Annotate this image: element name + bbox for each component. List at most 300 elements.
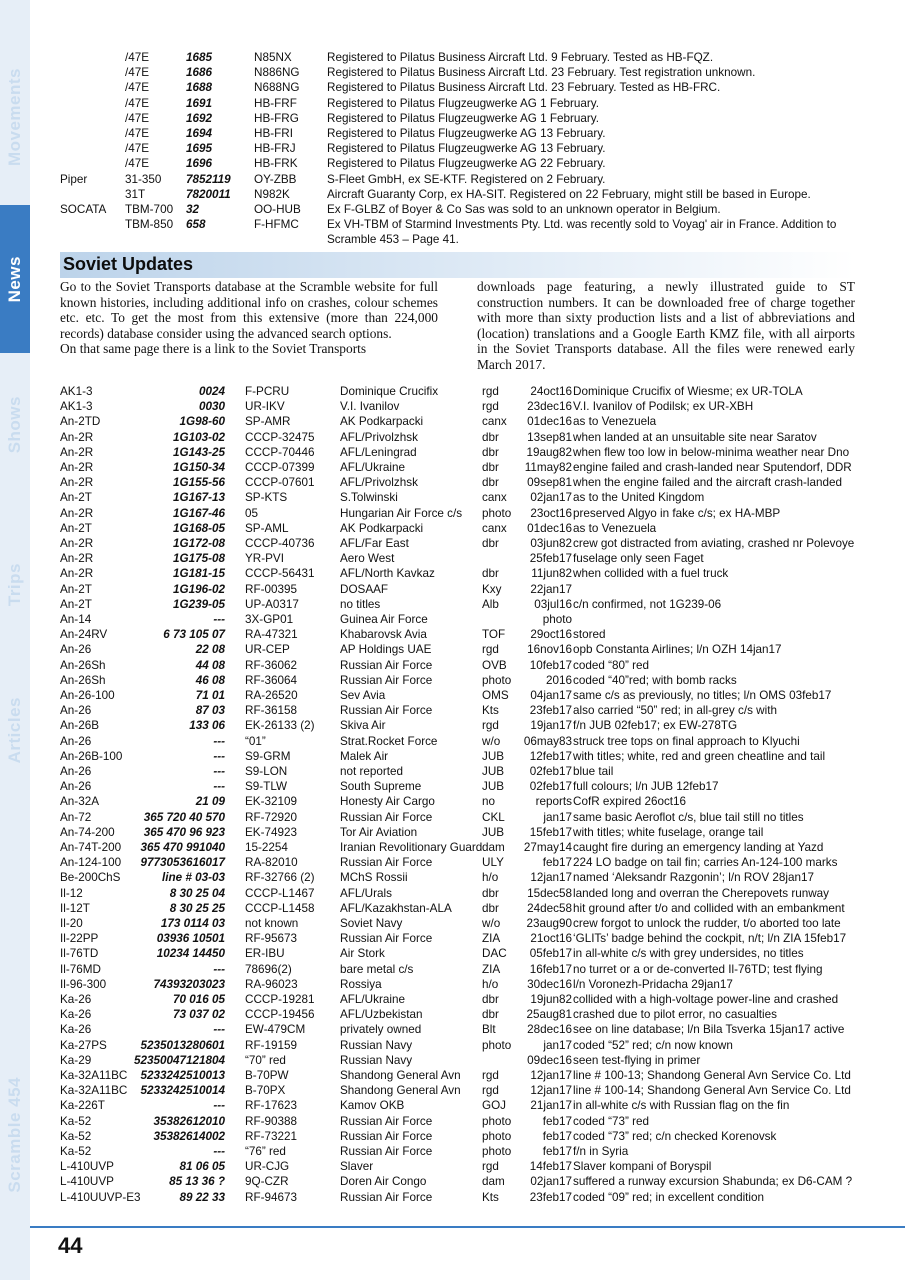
table-cell: 74393203023 [153,977,225,991]
table-cell: 19jan17 [530,719,572,733]
footer-divider [30,1226,905,1228]
table-cell: 30dec16 [527,977,572,991]
table-cell: dam [482,1175,505,1189]
table-cell: Shandong General Avn [340,1084,461,1098]
table-cell: Russian Air Force [340,1129,433,1143]
section-sidebar [0,0,30,1280]
table-cell: Piper [60,172,88,186]
table-cell: 35382614002 [153,1129,225,1143]
table-cell: CCCP-07601 [245,476,315,490]
table-cell: An-2R [60,445,94,459]
table-cell: coded “52” red; c/n now known [573,1038,733,1052]
table-cell: Registered to Pilatus Business Aircraft Ltd. 23 February. Test registration unknown. [327,66,756,80]
table-cell: 1G196-02 [173,582,225,596]
table-cell: seen test-flying in primer [573,1053,701,1067]
table-cell: JUB [482,749,505,763]
table-cell: An-74-200 [60,825,115,839]
table-cell: same basic Aeroflot c/s, blue tail still no titles [573,810,804,824]
table-cell: 7820011 [186,187,231,201]
table-cell: GOJ [482,1099,507,1113]
table-cell: EK-26133 (2) [245,719,315,733]
sidebar-tab-trips[interactable] [0,520,30,650]
table-cell: Be-200ChS [60,871,121,885]
table-cell: 11may82 [524,461,572,474]
table-cell: Russian Air Force [340,932,433,946]
table-cell: engine failed and crash-landed near Sputendorf, DDR [573,461,852,474]
table-cell: CCCP-70446 [245,445,315,459]
table-cell: 0030 [198,400,225,414]
table-cell: 9Q-CZR [245,1175,289,1189]
table-cell: RF-19159 [245,1038,297,1052]
table-cell: RA-47321 [245,628,298,642]
table-cell: OO-HUB [254,203,301,216]
table-cell: Slaver [340,1160,374,1174]
table-cell: “70” red [245,1053,286,1067]
table-cell: RF-32766 (2) [245,871,315,885]
table-cell: RF-00395 [245,582,297,596]
table-cell: Il-76MD [60,962,101,976]
table-cell: Russian Air Force [340,658,433,672]
table-cell: photo [542,613,572,626]
table-cell: dbr [482,461,499,474]
table-cell: ZIA [482,962,501,976]
table-cell: 27may14 [523,841,572,854]
table-cell: AFL/Leningrad [340,445,417,459]
table-cell: Ka-29 [60,1053,92,1067]
table-cell: 3X-GP01 [245,613,294,626]
table-cell: 5235013280601 [140,1038,225,1052]
table-cell: Strat.Rocket Force [340,734,438,748]
table-cell: CCCP-32475 [245,430,315,444]
table-cell: Tor Air Aviation [340,825,418,839]
table-cell: Russian Air Force [340,1190,433,1204]
table-cell: An-74T-200 [60,841,122,854]
table-cell: An-26B-100 [60,749,123,763]
table-cell: Malek Air [340,749,389,763]
table-cell: 02feb17 [529,765,572,778]
table-cell: 44 08 [195,658,225,672]
table-cell: 23feb17 [529,704,572,718]
table-cell: 71 01 [195,689,225,702]
table-cell: AFL/Ukraine [340,993,405,1006]
table-cell: caught fire during an emergency landing at Yazd [573,841,824,854]
table-cell: 15feb17 [529,825,572,839]
table-cell: Kts [482,1190,499,1204]
table-cell: line # 03-03 [161,871,225,885]
table-cell: Rossiya [340,977,382,991]
table-cell: --- [213,1023,225,1037]
table-cell: 1692 [186,111,213,125]
table-cell: RA-82010 [245,856,298,870]
table-cell: Guinea Air Force [340,613,428,626]
table-cell: --- [213,765,225,778]
table-cell: Air Stork [340,947,385,961]
table-cell: DAC [482,947,507,961]
table-cell: c/n confirmed, not 1G239-06 [573,597,722,611]
table-cell: dbr [482,537,499,550]
table-cell: as to Venezuela [573,415,657,429]
table-cell: dbr [482,567,499,581]
table-cell: /47E [125,81,150,95]
table-cell: Ex F-GLBZ of Boyer & Co Sas was sold to an unknown operator in Belgium. [327,203,721,216]
table-cell: Aircraft Guaranty Corp, ex HA-SIT. Registered on 22 February, might still be based in Europe. [327,187,811,201]
table-cell: ER-IBU [245,947,285,961]
sidebar-tab-news[interactable] [0,205,30,353]
table-cell: 13sep81 [527,430,572,444]
table-cell: 09sep81 [527,476,572,490]
table-cell: 23oct16 [530,506,572,520]
table-cell: no [482,795,496,809]
table-cell: AFL/Kazakhstan-ALA [340,901,452,915]
table-cell: when the engine failed and the aircraft crash-landed [573,476,842,490]
table-cell: 1G167-13 [173,491,225,505]
table-cell: 365 470 991040 [140,841,225,854]
table-cell: canx [482,521,507,535]
table-cell: see on line database; l/n Bila Tsverka 15jan17 active [573,1023,845,1037]
table-cell: 09dec16 [527,1053,572,1067]
table-cell: 01dec16 [527,415,572,429]
table-cell: Slaver kompani of Boryspil [573,1160,712,1174]
table-cell: RF-94673 [245,1190,297,1204]
table-cell: 21oct16 [530,932,572,946]
table-cell: --- [213,749,225,763]
table-cell: OVB [482,658,507,672]
table-cell: 1G167-46 [173,506,225,520]
table-cell: when flew too low in below-minima weather near Dno [573,445,850,459]
table-cell: --- [213,613,225,626]
table-cell: Shandong General Avn [340,1069,461,1082]
table-cell: 1G150-34 [173,461,225,474]
table-cell: 16nov16 [527,643,572,657]
table-cell: Ka-52 [60,1129,92,1143]
table-cell: Kts [482,704,499,718]
table-cell: 25aug81 [526,1008,572,1022]
table-cell: Il-96-300 [60,977,107,991]
table-cell: line # 100-14; Shandong General Avn Service Co. Ltd [573,1084,851,1098]
table-cell: AFL/Privolzhsk [340,476,418,490]
table-cell: privately owned [340,1023,422,1037]
table-cell: 22jan17 [530,582,572,596]
table-cell: HB-FRF [254,96,297,110]
table-cell: w/o [482,734,501,748]
table-cell: blue tail [573,765,614,778]
table-cell: Ka-52 [60,1114,92,1128]
table-cell: TBM-850 [125,218,174,232]
table-cell: UR-IKV [245,400,285,414]
table-cell: hit ground after t/o and collided with an embankment [573,901,845,915]
table-cell: Russian Navy [340,1038,413,1052]
table-cell: bare metal c/s [340,962,414,976]
table-cell: 173 0114 03 [160,917,225,930]
table-cell: jan17 [543,810,572,824]
table-cell: /47E [125,51,150,64]
table-cell: Ka-226T [60,1099,105,1113]
table-cell: Registered to Pilatus Flugzeugwerke AG 13 February. [327,127,606,140]
table-cell: 5233242510014 [140,1084,225,1098]
table-cell: 1695 [186,142,213,156]
table-cell: SP-AMR [245,415,291,429]
table-cell: 06may83 [523,734,572,748]
table-cell: Ka-27PS [60,1038,107,1052]
table-cell: 7852119 [186,172,231,186]
intro-paragraph: Go to the Soviet Transports database at the Scramble website for full known histories, including additional info on crashes, colour schemes etc. etc. To get the most from this extensive (more than 224,000 records) database consider using the advanced search options. [60,279,438,341]
table-cell: dbr [482,886,499,900]
table-cell: AFL/Urals [340,886,392,900]
table-cell: 29oct16 [530,628,572,642]
table-cell: 46 08 [195,673,225,687]
table-cell: /47E [125,96,150,110]
table-cell: 1688 [186,81,213,95]
table-cell: 2016 [545,673,572,687]
table-cell: --- [213,734,225,748]
table-cell: 22 08 [195,643,225,657]
table-cell: photo [482,1038,512,1052]
table-cell: 1696 [186,157,213,171]
table-cell: RF-73221 [245,1129,297,1143]
table-cell: Iranian Revolitionary Guard [340,841,483,854]
table-cell: South Supreme [340,780,422,794]
intro-paragraph: On that same page there is a link to the Soviet Transports [60,341,367,357]
sidebar-tab-label: Movements [5,68,24,167]
table-cell: Ka-26 [60,1008,92,1022]
table-cell: An-24RV [60,628,108,642]
table-cell: Blt [482,1023,496,1037]
table-cell: 52350047121804 [133,1053,225,1067]
table-cell: 85 13 36 ? [169,1175,225,1189]
table-cell: L-410UUVP-E3 [60,1190,141,1204]
table-cell: An-26-100 [60,689,115,702]
table-cell: 5233242510013 [140,1069,225,1082]
table-cell: Registered to Pilatus Flugzeugwerke AG 13 February. [327,142,606,156]
table-cell: 15dec58 [527,886,572,900]
table-cell: UR-CEP [245,643,290,657]
table-cell: AFL/Privolzhsk [340,430,418,444]
table-cell: An-26 [60,765,92,778]
table-cell: RF-72920 [245,810,297,824]
page-number: 44 [58,1233,83,1258]
table-cell: An-2R [60,537,94,550]
table-cell: An-2R [60,461,94,474]
table-cell: coded “80” red [573,658,650,672]
table-cell: rgd [482,719,499,733]
table-cell: Aero West [340,552,395,566]
table-cell: 05 [245,506,259,520]
table-cell: TOF [482,628,506,642]
table-cell: DOSAAF [340,582,389,596]
table-cell: 21jan17 [530,1099,572,1113]
table-cell: AK1-3 [60,385,93,398]
table-cell: l/n Voronezh-Pridacha 29jan17 [573,977,733,991]
table-cell: 02jan17 [530,1175,572,1189]
table-cell: 1G181-15 [173,567,225,581]
table-cell: UR-CJG [245,1160,290,1174]
table-cell: feb17 [542,1145,572,1158]
table-cell: suffered a runway excursion Shabunda; ex D6-CAM ? [573,1175,853,1189]
table-cell: 32 [186,203,200,216]
table-cell: 1G175-08 [173,552,225,566]
table-cell: 224 LO badge on tail fin; carries An-124-100 marks [573,856,838,870]
table-cell: feb17 [542,1114,572,1128]
table-cell: 87 03 [195,704,225,718]
table-cell: Russian Air Force [340,673,433,687]
table-cell: RA-26520 [245,689,298,702]
table-cell: 31T [125,187,146,201]
table-cell: 6 73 105 07 [163,628,225,642]
table-cell: Scramble 453 – Page 41. [327,233,459,247]
sidebar-tab-label: Shows [5,396,24,454]
table-cell: 15-2254 [245,841,288,854]
table-cell: Doren Air Congo [340,1175,427,1189]
table-cell: Alb [482,597,499,611]
table-cell: An-26 [60,704,92,718]
table-cell: 1686 [186,66,213,80]
table-cell: Honesty Air Cargo [340,795,435,809]
table-cell: Russian Air Force [340,704,433,718]
table-cell: rgd [482,1069,499,1082]
table-cell: not known [245,917,299,930]
table-cell: OMS [482,689,509,702]
table-cell: Ex VH-TBM of Starmind Investments Pty. Ltd. was recently sold to Voyag' air in France. Addition to [327,218,837,232]
table-cell: line # 100-13; Shandong General Avn Service Co. Ltd [573,1069,851,1082]
table-cell: 8 30 25 04 [169,886,225,900]
table-cell: dbr [482,445,499,459]
table-cell: --- [213,962,225,976]
table-cell: 1685 [186,51,213,64]
table-cell: Ka-52 [60,1145,92,1158]
table-cell: UP-A0317 [245,597,299,611]
table-cell: An-26 [60,780,92,794]
table-cell: 8 30 25 25 [169,901,225,915]
table-cell: coded “73” red [573,1114,650,1128]
table-cell: 658 [186,218,206,232]
table-cell: Ka-32A11BC [60,1084,128,1098]
sidebar-tab-shows[interactable] [0,360,30,490]
table-cell: EK-32109 [245,795,297,809]
table-cell: YR-PVI [245,552,284,566]
table-cell: named ‘Aleksandr Razgonin’; l/n ROV 28jan17 [573,871,815,885]
table-cell: Registered to Pilatus Business Aircraft Ltd. 9 February. Tested as HB-FQZ. [327,51,714,64]
table-cell: 35382612010 [153,1114,225,1128]
table-cell: rgd [482,1160,499,1174]
table-cell: An-26Sh [60,658,106,672]
table-cell: 9773053616017 [140,856,225,870]
table-cell: An-26 [60,734,92,748]
table-cell: 365 720 40 570 [143,810,225,824]
table-cell: photo [482,673,512,687]
table-cell: 03936 10501 [156,932,225,946]
table-cell: 31-350 [125,172,162,186]
table-cell: photo [482,1114,512,1128]
table-cell: V.I. Ivanilov of Podilsk; ex UR-XBH [573,400,754,414]
table-cell: L-410UVP [60,1175,114,1189]
table-cell: Dominique Crucifix [340,385,439,398]
table-cell: Russian Air Force [340,1114,433,1128]
table-cell: CCCP-56431 [245,567,315,581]
table-cell: 23aug90 [526,917,572,930]
table-cell: stored [573,628,606,642]
sidebar-tab-scramble-454[interactable] [0,1045,30,1225]
sidebar-tab-label: Trips [5,563,24,607]
table-cell: Russian Navy [340,1053,413,1067]
table-cell: An-2T [60,582,92,596]
table-cell: An-2R [60,476,94,490]
table-cell: AFL/Ukraine [340,461,405,474]
table-cell: RF-90388 [245,1114,297,1128]
table-cell: 16feb17 [529,962,572,976]
table-cell: N688NG [254,81,300,95]
table-cell: reports [535,795,572,809]
table-cell: B-70PX [245,1084,286,1098]
table-cell: Registered to Pilatus Business Aircraft Ltd. 23 February. Tested as HB-FRC. [327,81,721,95]
table-cell: no titles [340,597,381,611]
table-cell: 24dec58 [527,901,572,915]
table-cell: HB-FRJ [254,142,296,156]
table-cell: dam [482,841,505,854]
table-cell: CCCP-19456 [245,1008,315,1022]
table-cell: dbr [482,1008,499,1022]
table-cell: SOCATA [60,203,107,216]
table-cell: photo [482,1129,512,1143]
table-cell: An-2R [60,506,94,520]
table-cell: Hungarian Air Force c/s [340,506,463,520]
table-cell: f/n JUB 02feb17; ex EW-278TG [573,719,738,733]
table-cell: EW-479CM [245,1023,306,1037]
table-cell: RA-96023 [245,977,298,991]
table-cell: L-410UVP [60,1160,114,1174]
table-cell: JUB [482,780,505,794]
sidebar-tab-movements[interactable] [0,30,30,205]
sidebar-tab-label: News [5,255,24,303]
table-cell: 1G168-05 [173,521,225,535]
table-cell: crew got distracted from aviating, crashed nr Polevoye [573,537,855,550]
table-cell: /47E [125,127,150,140]
table-cell: 02feb17 [529,780,572,794]
table-cell: w/o [482,917,501,930]
intro-column-left [60,279,438,357]
table-cell: 01dec16 [527,521,572,535]
table-cell: 0024 [198,385,225,398]
table-cell: N886NG [254,66,300,80]
sidebar-tab-articles[interactable] [0,665,30,795]
table-cell: Il-20 [60,917,83,930]
table-cell: 21 09 [195,795,225,809]
table-cell: CCCP-L1458 [245,901,315,915]
table-cell: with titles; white, red and green cheatline and tail [573,749,826,763]
table-cell: S-Fleet GmbH, ex SE-KTF. Registered on 2 February. [327,172,606,186]
table-cell: 73 037 02 [173,1008,225,1022]
table-cell: Il-12 [60,886,83,900]
table-cell: photo [482,506,512,520]
table-cell: rgd [482,385,499,398]
table-cell: /47E [125,111,150,125]
table-cell: An-72 [60,810,92,824]
table-cell: “76” red [245,1145,286,1158]
table-cell: N85NX [254,51,292,64]
table-cell: Soviet Navy [340,917,403,930]
table-cell: Kxy [482,582,502,596]
table-cell: feb17 [542,1129,572,1143]
table-cell: coded “09” red; in excellent condition [573,1190,765,1204]
table-cell: RF-36064 [245,673,297,687]
table-cell: 11jun82 [531,567,572,581]
table-cell: full colours; l/n JUB 12feb17 [573,780,719,794]
table-cell: An-2T [60,597,92,611]
table-cell: An-14 [60,613,92,626]
table-cell: in all-white c/s with Russian flag on the fin [573,1099,790,1113]
table-cell: ZIA [482,932,501,946]
table-cell: 10234 14450 [156,947,225,961]
table-cell: An-2T [60,521,92,535]
